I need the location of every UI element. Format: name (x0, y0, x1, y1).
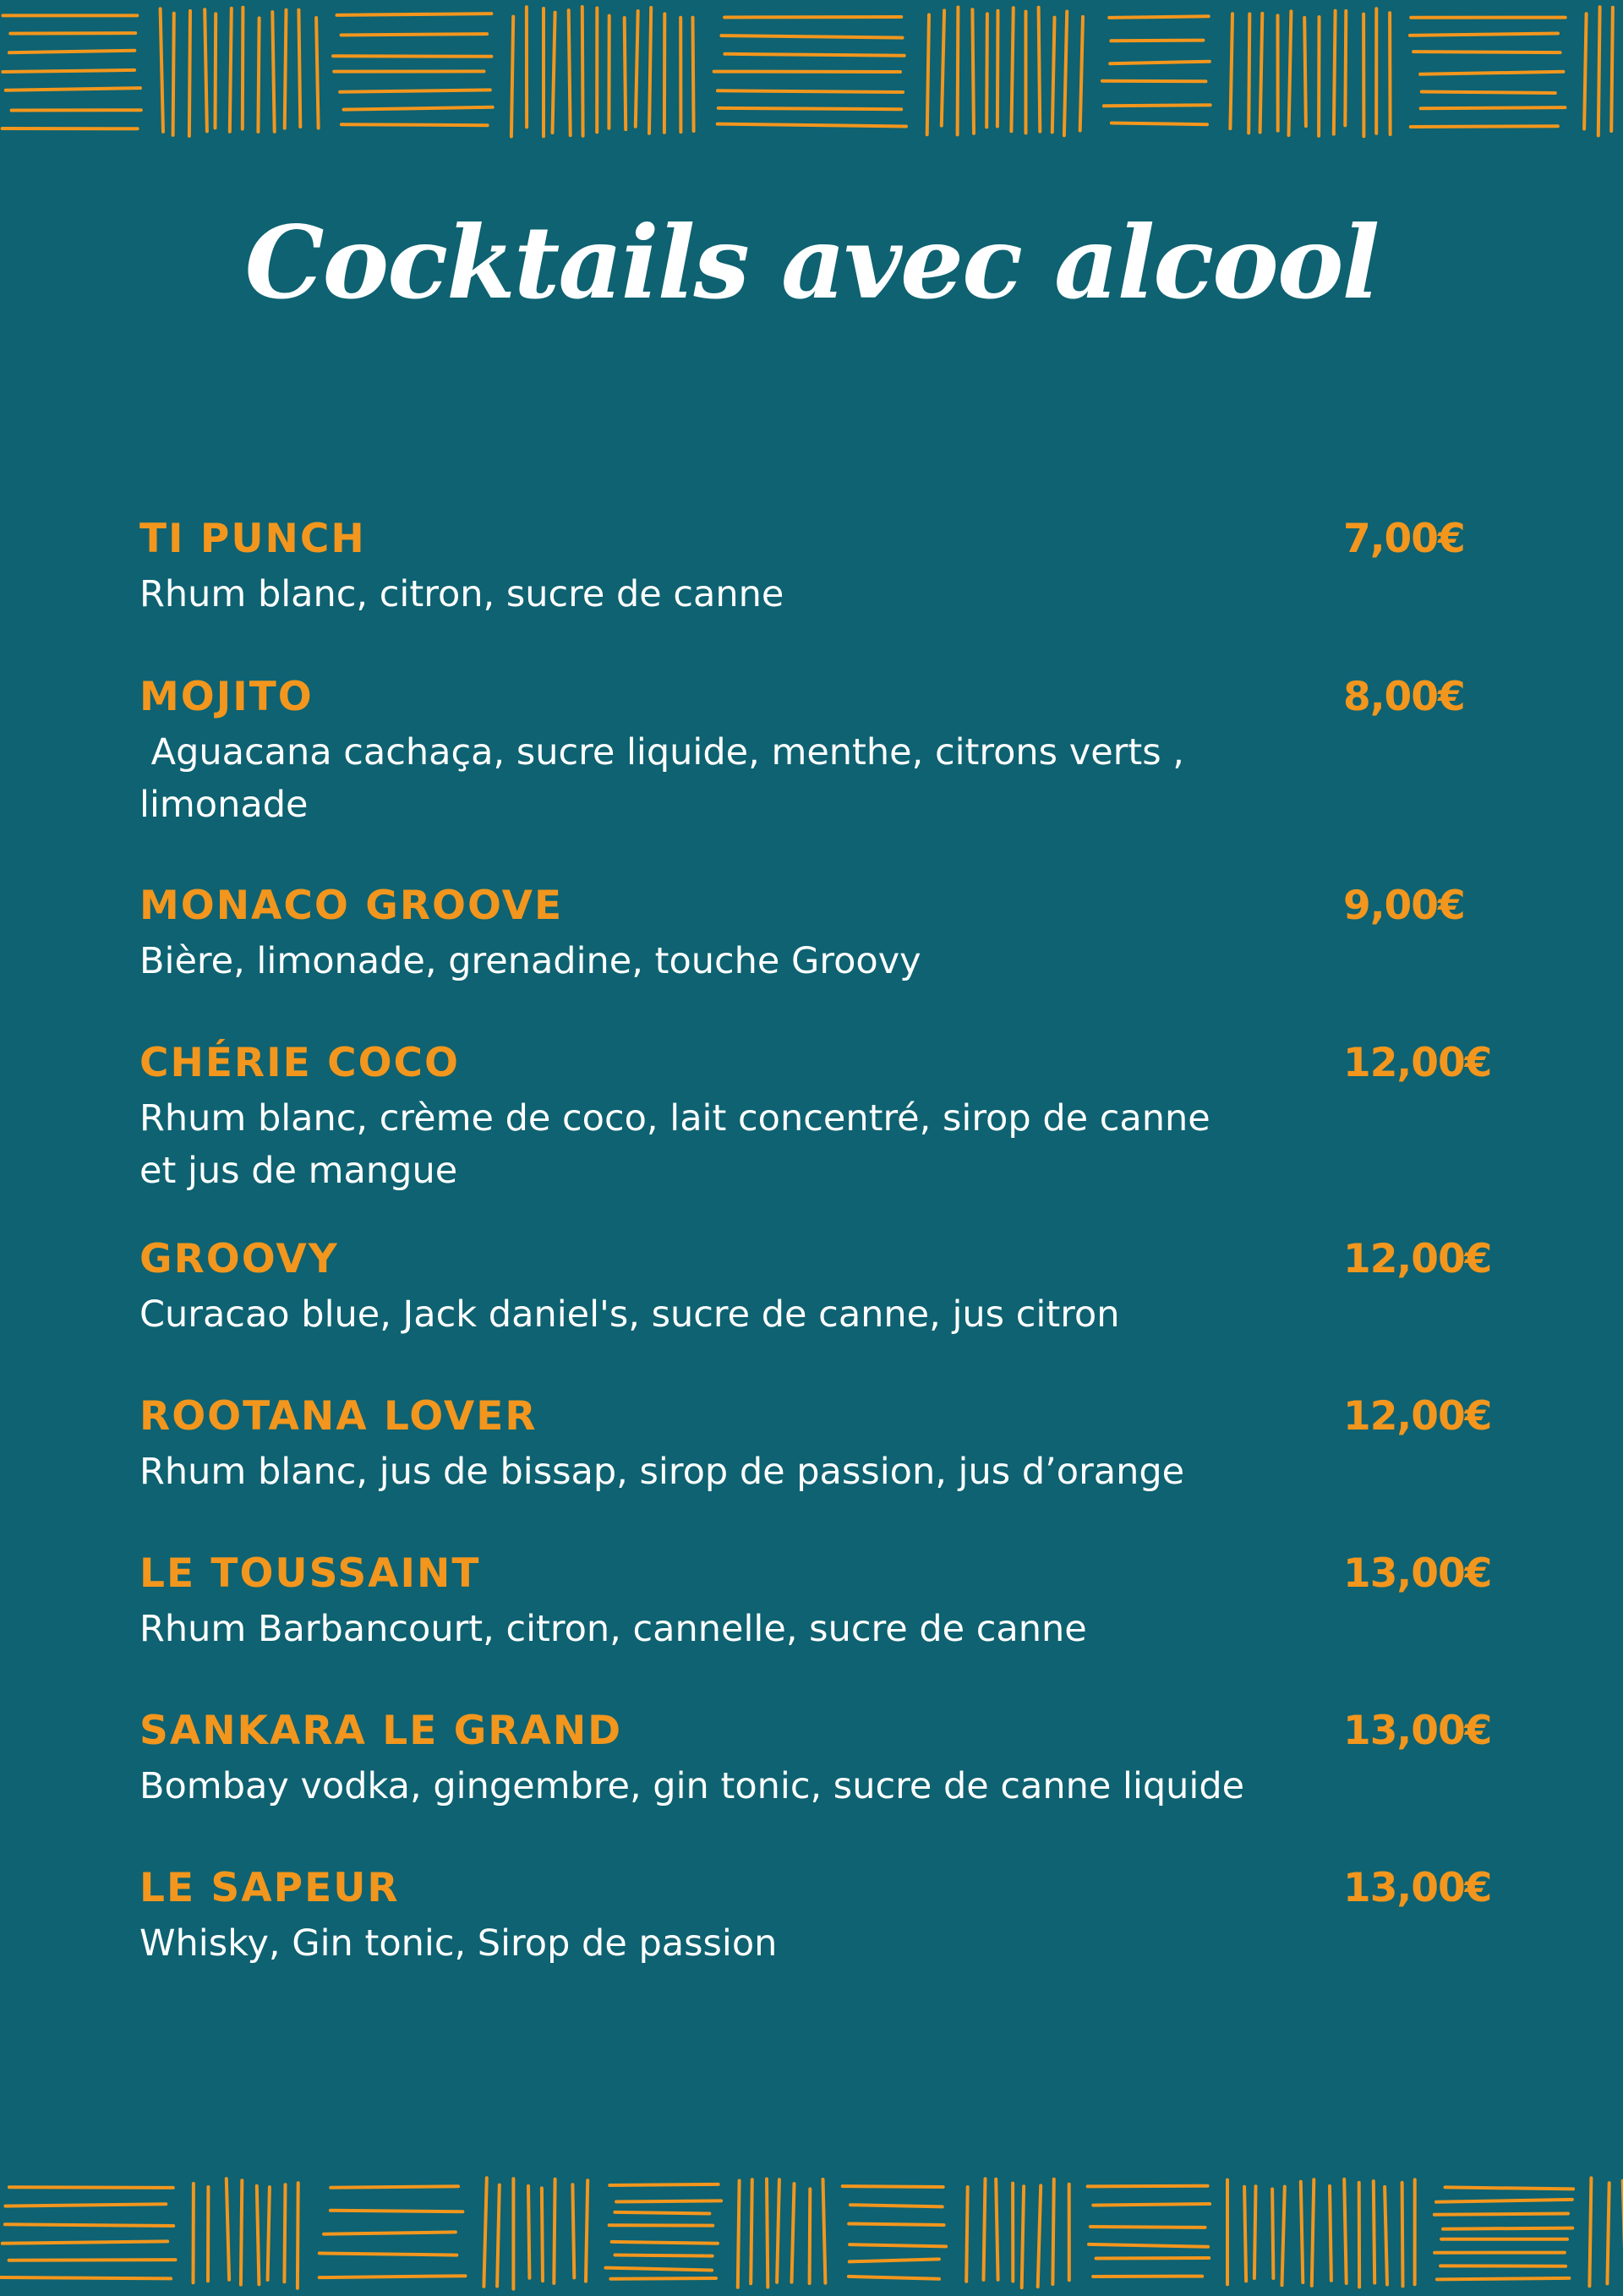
item-description: Rhum blanc, jus de bissap, sirop de passion, jus d’orange (139, 1451, 1185, 1493)
top-decorative-pattern (0, 0, 1623, 144)
item-description: Rhum blanc, crème de coco, lait concentré, sirop de canne et jus de mangue (139, 1097, 1210, 1192)
item-price: 13,00€ (1343, 1550, 1492, 1597)
item-description: Rhum blanc, citron, sucre de canne (139, 573, 784, 615)
item-name: SANKARA LE GRAND (139, 1708, 623, 1754)
item-price: 12,00€ (1343, 1236, 1492, 1282)
bottom-decorative-pattern (0, 2171, 1623, 2296)
item-name: GROOVY (139, 1236, 339, 1282)
item-price: 12,00€ (1343, 1040, 1492, 1086)
page-title: Cocktails avec alcool (244, 204, 1379, 321)
item-name: LE SAPEUR (139, 1865, 400, 1911)
item-name: ROOTANA LOVER (139, 1393, 538, 1440)
item-price: 7,00€ (1343, 516, 1465, 562)
item-description: Bombay vodka, gingembre, gin tonic, sucre de canne liquide (139, 1765, 1245, 1807)
item-name: CHÉRIE COCO (139, 1040, 460, 1086)
item-name: LE TOUSSAINT (139, 1550, 481, 1597)
item-description: Aguacana cachaça, sucre liquide, menthe, citrons verts , limonade (139, 731, 1184, 826)
item-name: TI PUNCH (139, 516, 366, 562)
item-description: Rhum Barbancourt, citron, cannelle, sucre de canne (139, 1608, 1087, 1650)
item-description: Bière, limonade, grenadine, touche Groovy (139, 940, 921, 982)
item-name: MONACO GROOVE (139, 883, 564, 929)
item-description: Whisky, Gin tonic, Sirop de passion (139, 1922, 778, 1965)
item-price: 9,00€ (1343, 883, 1465, 929)
item-price: 13,00€ (1343, 1865, 1492, 1911)
item-price: 12,00€ (1343, 1393, 1492, 1440)
item-price: 8,00€ (1343, 674, 1465, 720)
item-price: 13,00€ (1343, 1708, 1492, 1754)
item-description: Curacao blue, Jack daniel's, sucre de canne, jus citron (139, 1293, 1120, 1336)
item-name: MOJITO (139, 674, 314, 720)
